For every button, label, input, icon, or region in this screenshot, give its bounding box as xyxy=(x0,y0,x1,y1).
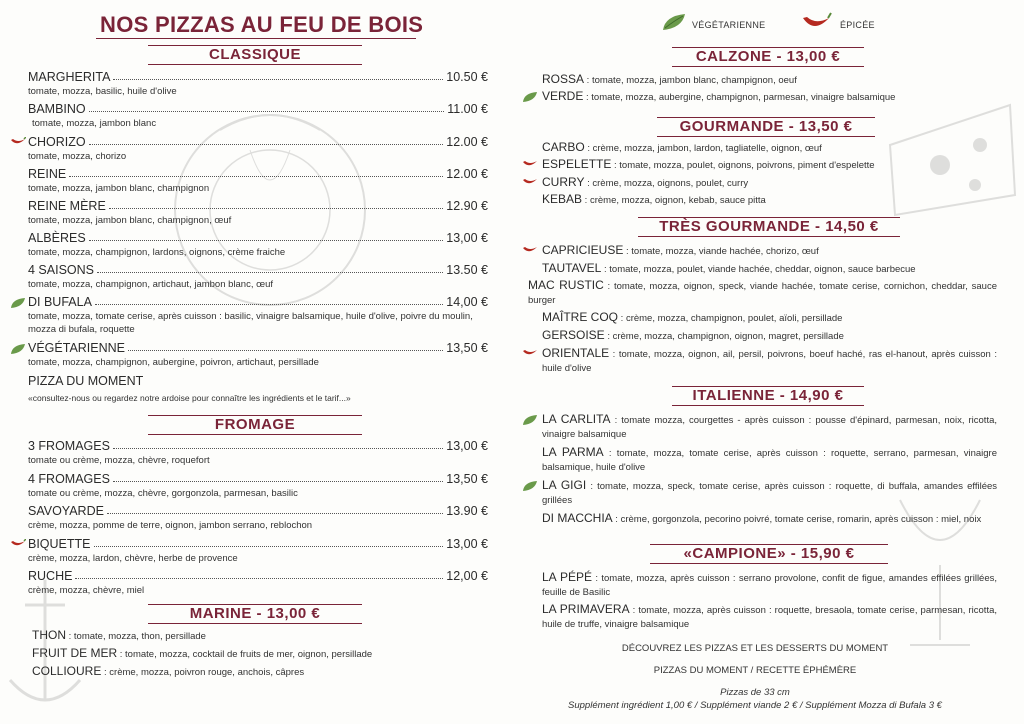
item-name: 4 FROMAGES xyxy=(28,472,110,486)
item-name: 3 FROMAGES xyxy=(28,439,110,453)
menu-item: KEBAB : crème, mozza, oignon, kebab, sauce pitta xyxy=(542,192,766,206)
menu-item: DI MACCHIA : crème, gorgonzola, pecorino poivré, tomate cerise, romarin, après cuisson : miel, noix xyxy=(542,511,982,525)
item-name: RUCHE xyxy=(28,569,73,583)
section-heading-fromage: FROMAGE xyxy=(148,415,362,435)
item-price: 13.90 € xyxy=(446,504,488,518)
item-description: tomate, mozza, cocktail de fruits de mer, oignon, persillade xyxy=(125,649,373,660)
section-heading-tres-gourmande: TRÈS GOURMANDE - 14,50 € xyxy=(638,217,900,237)
item-description: tomate, mozza, poulet, oignons, poivrons, piment d'espelette xyxy=(619,160,875,171)
item-price: 10.50 € xyxy=(446,70,488,84)
item-description: crème, mozza, pomme de terre, oignon, jambon serrano, reblochon xyxy=(28,520,313,531)
chili-icon xyxy=(522,245,538,255)
menu-item xyxy=(28,374,488,405)
item-name: CARBO xyxy=(542,140,585,154)
item-description: tomate, mozza, chorizo xyxy=(28,151,127,162)
item-description: tomate, mozza, basilic, huile d'olive xyxy=(28,86,177,97)
item-price: 13,00 € xyxy=(446,439,488,453)
menu-item: TAUTAVEL : tomate, mozza, poulet, viande hachée, cheddar, oignon, sauce barbecue xyxy=(542,261,916,275)
menu-item xyxy=(28,70,488,99)
menu-item: CARBO : crème, mozza, jambon, lardon, tagliatelle, oignon, œuf xyxy=(542,140,822,154)
item-description: tomate, mozza, jambon blanc xyxy=(32,118,157,129)
item-name: REINE MÈRE xyxy=(28,199,106,213)
page-title: NOS PIZZAS AU FEU DE BOIS xyxy=(100,12,424,37)
legend-vegetarian: VÉGÉTARIENNE xyxy=(692,20,766,30)
chili-icon xyxy=(802,12,832,32)
footer-discover: DÉCOUVREZ LES PIZZAS ET LES DESSERTS DU MOMENT xyxy=(621,643,889,654)
item-description: tomate, mozza, jambon blanc, champignon, oeuf xyxy=(591,75,797,86)
menu-item xyxy=(28,295,488,336)
menu-item: LA PRIMAVERA : tomate, mozza, après cuisson : roquette, bresaola, tomate cerise, parmesan, ricotta, huile de truffe, vinaigre balsamique xyxy=(542,602,998,630)
item-price: 11.00 € xyxy=(447,102,488,116)
basil-leaf-icon xyxy=(522,91,538,103)
item-description: crème, mozza, champignon, poulet, aïoli, persillade xyxy=(625,313,843,324)
section-heading-marine: MARINE - 13,00 € xyxy=(148,604,362,624)
item-price: 12.90 € xyxy=(446,199,488,213)
footer-size: Pizzas de 33 cm xyxy=(720,687,790,698)
item-description: tomate, mozza, après cuisson : serrano provolone, confit de figue, amandes effilées grillées, feuille de Basilic xyxy=(542,573,998,598)
basil-leaf-icon xyxy=(10,297,26,309)
menu-item: MAC RUSTIC : tomate, mozza, oignon, speck, viande hachée, tomate cerise, cornichon, cheddar, sauce burger xyxy=(528,278,997,306)
item-name: KEBAB xyxy=(542,192,583,206)
footer-moment: PIZZAS DU MOMENT / RECETTE ÉPHÉMÈRE xyxy=(653,665,857,676)
item-name: SAVOYARDE xyxy=(28,504,104,518)
item-name: LA GIGI xyxy=(542,478,587,492)
item-description: crème, mozza, lardon, chèvre, herbe de provence xyxy=(28,553,238,564)
chili-icon xyxy=(522,177,538,187)
basil-leaf-icon xyxy=(10,343,26,355)
item-description: tomate ou crème, mozza, chèvre, gorgonzola, parmesan, basilic xyxy=(28,488,298,499)
section-heading-italienne: ITALIENNE - 14,90 € xyxy=(672,386,864,406)
item-name: CHORIZO xyxy=(28,135,86,149)
menu-item: LA GIGI : tomate, mozza, speck, tomate cerise, après cuisson : roquette, di buffala, amandes effilées grillées xyxy=(542,479,997,507)
item-description: tomate, mozza, champignon, aubergine, poivron, artichaut, persillade xyxy=(28,357,319,368)
menu-item xyxy=(28,135,488,164)
title-divider xyxy=(96,38,416,39)
chili-icon xyxy=(522,159,538,169)
item-description: tomate, mozza, speck, tomate cerise, après cuisson : roquette, di buffala, amandes effilées grillées xyxy=(542,481,998,506)
basil-leaf-icon xyxy=(522,480,538,492)
item-name: ALBÈRES xyxy=(28,231,86,245)
chili-icon xyxy=(10,539,26,549)
section-heading-calzone: CALZONE - 13,00 € xyxy=(672,47,864,67)
item-description: crème, mozza, jambon, lardon, tagliatelle, oignon, œuf xyxy=(592,143,822,154)
item-price: 12,00 € xyxy=(446,569,488,583)
menu-item: MAÎTRE COQ : crème, mozza, champignon, poulet, aïoli, persillade xyxy=(542,310,843,324)
menu-item: FRUIT DE MER : tomate, mozza, cocktail de fruits de mer, oignon, persillade xyxy=(32,646,373,660)
menu-item xyxy=(28,102,488,131)
item-name: BAMBINO xyxy=(28,102,86,116)
item-price: 12.00 € xyxy=(446,135,488,149)
item-description: tomate, mozza, tomate cerise, après cuisson : basilic, vinaigre balsamique, huile d'olive, poivre du moulin, mozza di bufala, roquette xyxy=(28,311,473,335)
item-name: FRUIT DE MER xyxy=(32,646,118,660)
basil-leaf-icon xyxy=(662,13,686,31)
menu-item xyxy=(28,199,488,228)
item-price: 13.50 € xyxy=(446,263,488,277)
item-name: THON xyxy=(32,628,66,642)
item-name: VÉGÉTARIENNE xyxy=(28,341,126,355)
menu-item xyxy=(28,231,488,260)
legend-spicy: ÉPICÉE xyxy=(840,20,875,30)
item-description: tomate, mozza, oignon, ail, persil, poivrons, boeuf haché, ras el-hanout, après cuisson : huile d'olive xyxy=(542,349,997,374)
menu-item: GERSOISE : crème, mozza, champignon, oignon, magret, persillade xyxy=(542,328,844,342)
item-name: MAC RUSTIC xyxy=(528,278,604,292)
item-description: crème, mozza, chèvre, miel xyxy=(28,585,145,596)
menu-item: CURRY : crème, mozza, oignons, poulet, curry xyxy=(542,176,997,191)
item-description: tomate, mozza, viande hachée, chorizo, œuf xyxy=(631,246,819,257)
item-price: 13,00 € xyxy=(446,231,488,245)
item-price: 14,00 € xyxy=(446,295,488,309)
item-price: 13,50 € xyxy=(446,341,488,355)
item-name: 4 SAISONS xyxy=(28,263,94,277)
item-price: 13,00 € xyxy=(446,537,488,551)
menu-item xyxy=(28,263,488,292)
item-description: tomate, mozza, aubergine, champignon, parmesan, vinaigre balsamique xyxy=(591,92,896,103)
item-name: ESPELETTE xyxy=(542,157,612,171)
footer-supplements: Supplément ingrédient 1,00 € / Supplément viande 2 € / Supplément Mozza di Bufala 3 € xyxy=(568,700,942,711)
item-name: BIQUETTE xyxy=(28,537,91,551)
item-name: CAPRICIEUSE xyxy=(542,243,624,257)
item-description: crème, mozza, oignon, kebab, sauce pitta xyxy=(589,195,766,206)
chili-icon xyxy=(522,348,538,358)
item-description: tomate, mozza, champignon, artichaut, jambon blanc, œuf xyxy=(28,279,274,290)
item-name: PIZZA DU MOMENT xyxy=(28,374,144,388)
item-name: VERDE xyxy=(542,89,584,103)
menu-item xyxy=(28,472,488,501)
item-price: 12.00 € xyxy=(446,167,488,181)
section-heading-classique: CLASSIQUE xyxy=(148,45,362,65)
menu-item xyxy=(28,341,488,370)
item-name: LA CARLITA xyxy=(542,412,611,426)
menu-item: ESPELETTE : tomate, mozza, poulet, oignons, poivrons, piment d'espelette xyxy=(542,158,997,173)
menu-item: LA PÉPÉ : tomate, mozza, après cuisson : serrano provolone, confit de figue, amandes effilées grillées, feuille de Basilic xyxy=(542,570,998,598)
item-description: crème, gorgonzola, pecorino poivré, tomate cerise, romarin, après cuisson : miel, noix xyxy=(620,514,982,525)
item-description: tomate, mozza, poulet, viande hachée, cheddar, oignon, sauce barbecue xyxy=(609,264,916,275)
section-heading-gourmande: GOURMANDE - 13,50 € xyxy=(657,117,875,137)
menu-item xyxy=(28,167,488,196)
menu-item xyxy=(28,569,488,598)
item-description: tomate, mozza, champignon, lardons, oignons, crème fraiche xyxy=(28,247,286,258)
item-description: «consultez-nous ou regardez notre ardoise pour connaître les ingrédients et le tarif...» xyxy=(28,393,351,403)
item-name: DI MACCHIA xyxy=(542,511,613,525)
menu-item: COLLIOURE : crème, mozza, poivron rouge, anchois, câpres xyxy=(32,664,305,678)
item-description: crème, mozza, poivron rouge, anchois, câpres xyxy=(109,667,305,678)
item-name: LA PRIMAVERA xyxy=(542,602,630,616)
item-description: tomate, mozza, jambon blanc, champignon, œuf xyxy=(28,215,232,226)
item-description: tomate ou crème, mozza, chèvre, roquefort xyxy=(28,455,210,466)
menu-item xyxy=(28,504,488,533)
item-name: CURRY xyxy=(542,175,585,189)
item-name: LA PARMA xyxy=(542,445,604,459)
item-description: crème, mozza, champignon, oignon, magret, persillade xyxy=(612,331,844,342)
item-description: tomate, mozza, tomate cerise, après cuisson : roquette, serrano, parmesan, vinaigre balsamique, huile d'olive xyxy=(542,448,997,473)
menu-item: VERDE : tomate, mozza, aubergine, champignon, parmesan, vinaigre balsamique xyxy=(542,90,997,105)
item-name: GERSOISE xyxy=(542,328,605,342)
menu-item: LA CARLITA : tomate mozza, courgettes - après cuisson : pousse d'épinard, parmesan, noix, ricotta, vinaigre balsamique xyxy=(542,413,997,441)
item-name: MAÎTRE COQ xyxy=(542,310,619,324)
section-heading-campione: «CAMPIONE» - 15,90 € xyxy=(650,544,888,564)
item-name: ORIENTALE xyxy=(542,346,610,360)
item-name: COLLIOURE xyxy=(32,664,102,678)
item-description: tomate, mozza, après cuisson : roquette, bresaola, tomate cerise, parmesan, ricotta, huile de truffe, vinaigre balsamique xyxy=(542,605,998,630)
item-description: crème, mozza, oignons, poulet, curry xyxy=(592,178,749,189)
item-name: ROSSA xyxy=(542,72,585,86)
menu-item: LA PARMA : tomate, mozza, tomate cerise, après cuisson : roquette, serrano, parmesan, vinaigre balsamique, huile d'olive xyxy=(542,445,997,473)
menu-item: CAPRICIEUSE : tomate, mozza, viande hachée, chorizo, œuf xyxy=(542,244,997,259)
item-name: TAUTAVEL xyxy=(542,261,602,275)
item-description: tomate, mozza, jambon blanc, champignon xyxy=(28,183,210,194)
item-name: MARGHERITA xyxy=(28,70,111,84)
menu-item xyxy=(28,439,488,468)
item-description: tomate mozza, courgettes - après cuisson : pousse d'épinard, parmesan, noix, ricotta, vinaigre balsamique xyxy=(542,415,998,440)
item-description: tomate, mozza, thon, persillade xyxy=(73,631,206,642)
menu-item: ROSSA : tomate, mozza, jambon blanc, champignon, oeuf xyxy=(542,72,797,86)
menu-item xyxy=(28,537,488,566)
item-price: 13,50 € xyxy=(446,472,488,486)
menu-item: THON : tomate, mozza, thon, persillade xyxy=(32,628,206,642)
item-name: DI BUFALA xyxy=(28,295,92,309)
item-description: tomate, mozza, oignon, speck, viande hachée, tomate cerise, cornichon, cheddar, sauce burger xyxy=(528,281,997,306)
menu-item: ORIENTALE : tomate, mozza, oignon, ail, persil, poivrons, boeuf haché, ras el-hanout, après cuisson : huile d'olive xyxy=(542,347,997,375)
item-name: LA PÉPÉ xyxy=(542,570,593,584)
basil-leaf-icon xyxy=(522,414,538,426)
chili-icon xyxy=(10,137,26,147)
item-name: REINE xyxy=(28,167,67,181)
